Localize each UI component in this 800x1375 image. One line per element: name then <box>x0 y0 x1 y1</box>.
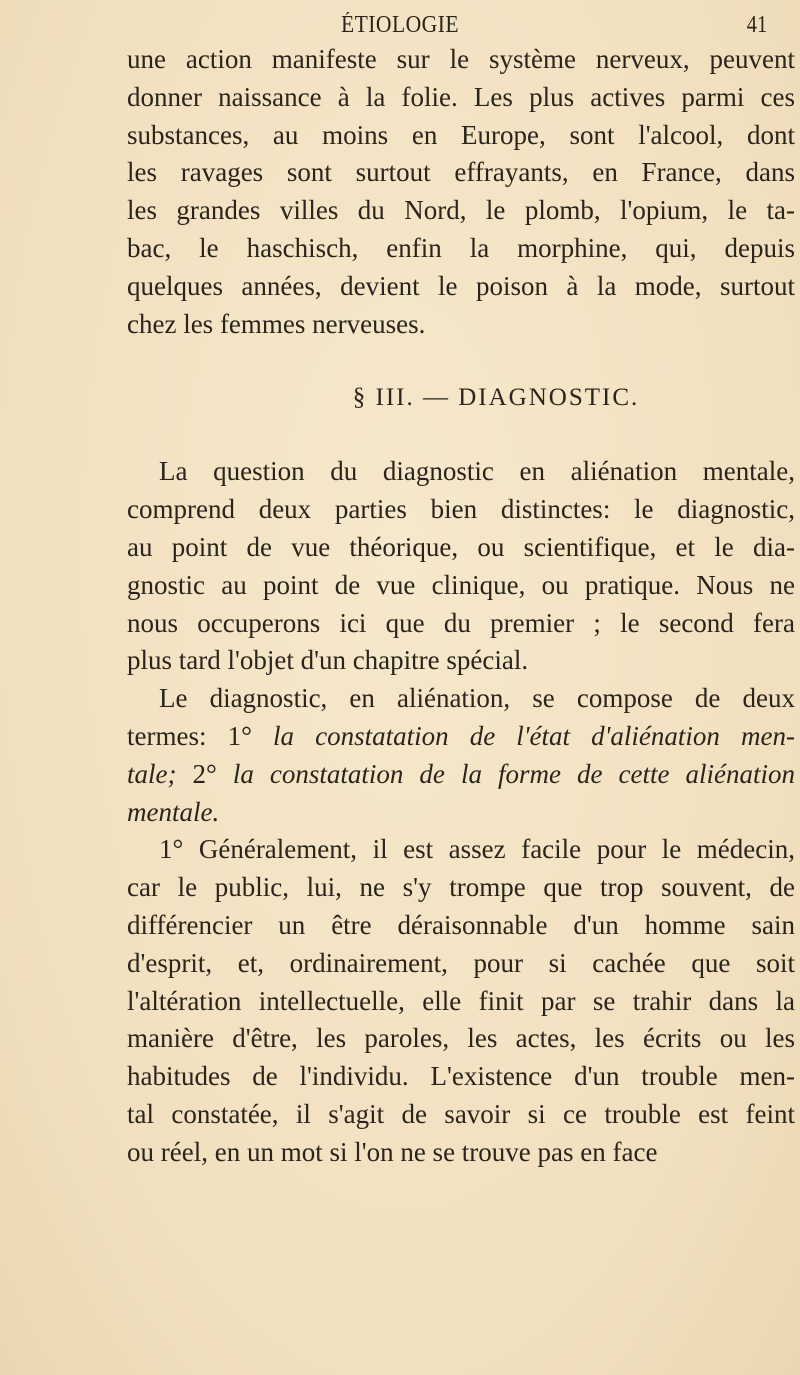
running-head-title: ÉTIOLOGIE <box>340 12 460 38</box>
text-segment: nous occuperons ici que du premier ; le second fera <box>127 607 795 638</box>
text-segment: manière d'être, les paroles, les actes, les écrits ou les <box>127 1023 795 1054</box>
paragraph <box>127 41 795 343</box>
paragraph <box>127 680 795 831</box>
text-line <box>127 605 795 643</box>
text-line <box>127 907 795 945</box>
text-line <box>127 642 795 680</box>
text-segment: habitudes de l'individu. L'existence d'un trouble men- <box>127 1061 795 1092</box>
text-segment: substances, au moins en Europe, sont l'alcool, dont <box>127 119 795 150</box>
text-line <box>127 491 795 529</box>
paragraph <box>127 831 795 1171</box>
text-segment: plus tard l'objet d'un chapitre spécial. <box>127 645 529 676</box>
text-line <box>127 1096 795 1134</box>
italic-text: mentale. <box>127 796 220 827</box>
text-segment: 2° <box>192 758 233 789</box>
italic-text: tale; <box>127 758 193 789</box>
text-segment: quelques années, devient le poison à la mode, surtout <box>127 270 795 301</box>
page-number: 41 <box>746 12 768 38</box>
text-line <box>127 983 795 1021</box>
text-segment: comprend deux parties bien distinctes: le diagnostic, <box>127 494 795 525</box>
text-segment: tal constatée, il s'agit de savoir si ce trouble est feint <box>127 1098 795 1129</box>
text-line <box>127 192 795 230</box>
text-line <box>127 453 795 491</box>
text-segment: différencier un être déraisonnable d'un homme sain <box>127 909 795 940</box>
text-line <box>127 306 795 344</box>
text-segment: La question du diagnostic en aliénation mentale, <box>159 456 795 487</box>
text-line <box>127 1020 795 1058</box>
text-segment: d'esprit, et, ordinairement, pour si cachée que soit <box>127 947 795 978</box>
paragraph <box>127 453 795 680</box>
text-segment: gnostic au point de vue clinique, ou pratique. Nous ne <box>127 569 795 600</box>
text-line <box>127 718 795 756</box>
text-segment: bac, le haschisch, enfin la morphine, qui, depuis <box>127 232 795 263</box>
text-segment: l'altération intellectuelle, elle finit par se trahir dans la <box>127 985 795 1016</box>
text-line <box>127 79 795 117</box>
text-line <box>127 945 795 983</box>
text-line <box>127 529 795 567</box>
text-segment: une action manifeste sur le système nerveux, peuvent <box>127 44 795 74</box>
italic-text: la constatation de l'état d'aliénation men- <box>272 720 795 751</box>
text-segment: donner naissance à la folie. Les plus actives parmi ces <box>127 81 795 112</box>
text-line <box>127 41 795 79</box>
text-line <box>127 680 795 718</box>
text-line <box>127 154 795 192</box>
text-segment: chez les femmes nerveuses. <box>127 308 426 339</box>
text-line <box>127 756 795 794</box>
text-line <box>127 1134 795 1172</box>
text-segment: les grandes villes du Nord, le plomb, l'opium, le ta- <box>127 195 795 226</box>
text-line <box>127 268 795 306</box>
text-segment: 1° Généralement, il est assez facile pour le médecin, <box>159 834 795 865</box>
text-segment: ou réel, en un mot si l'on ne se trouve pas en face <box>127 1136 658 1167</box>
text-line <box>127 117 795 155</box>
text-line <box>127 869 795 907</box>
text-line <box>127 230 795 268</box>
text-line <box>127 831 795 869</box>
text-segment: car le public, lui, ne s'y trompe que trop souvent, de <box>127 872 795 903</box>
section-heading: § III. — DIAGNOSTIC. <box>352 384 640 412</box>
text-segment: Le diagnostic, en aliénation, se compose de deux <box>159 683 795 714</box>
page-body <box>127 41 795 1172</box>
text-segment: au point de vue théorique, ou scientifique, et le dia- <box>127 531 795 562</box>
text-segment: termes: 1° <box>127 720 273 751</box>
text-line <box>127 794 795 832</box>
text-line <box>127 567 795 605</box>
text-segment: les ravages sont surtout effrayants, en France, dans <box>127 157 795 188</box>
text-line <box>127 1058 795 1096</box>
italic-text: la constatation de la forme de cette aliénation <box>232 758 795 789</box>
